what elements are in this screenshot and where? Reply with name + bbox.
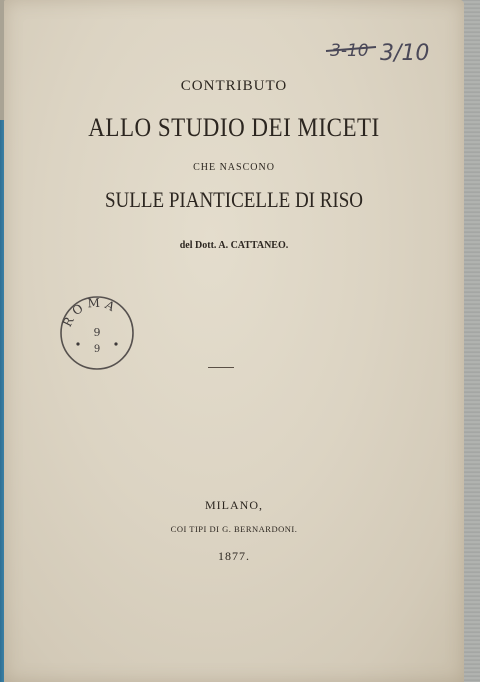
imprint-printer: COI TIPI DI G. BERNARDONI. — [170, 524, 298, 534]
title-line-1: ALLO STUDIO DEI MICETI — [88, 113, 380, 142]
title-line-2: SULLE PIANTICELLE DI RISO — [104, 188, 364, 213]
stamp-day: 9 — [93, 326, 101, 339]
roma-postmark-stamp — [56, 292, 138, 374]
imprint-year: 1877. — [218, 549, 250, 563]
heading: CONTRIBUTO — [180, 78, 288, 94]
imprint-city: MILANO, — [205, 498, 263, 512]
divider-rule — [208, 367, 234, 368]
shelf-mark: 3/10 — [380, 41, 430, 66]
handwritten-shelf-mark — [324, 34, 434, 68]
binding-edge — [462, 0, 480, 682]
struck-shelf-mark: 3-10 — [330, 41, 369, 61]
connector-text: CHE NASCONO — [193, 162, 275, 173]
stamp-city: ROMA — [60, 295, 121, 330]
svg-text:ROMA — [60, 296, 120, 329]
stamp-month: 9 — [93, 344, 101, 355]
author-line: del Dott. A. CATTANEO. — [179, 240, 289, 251]
title-page — [4, 0, 464, 682]
